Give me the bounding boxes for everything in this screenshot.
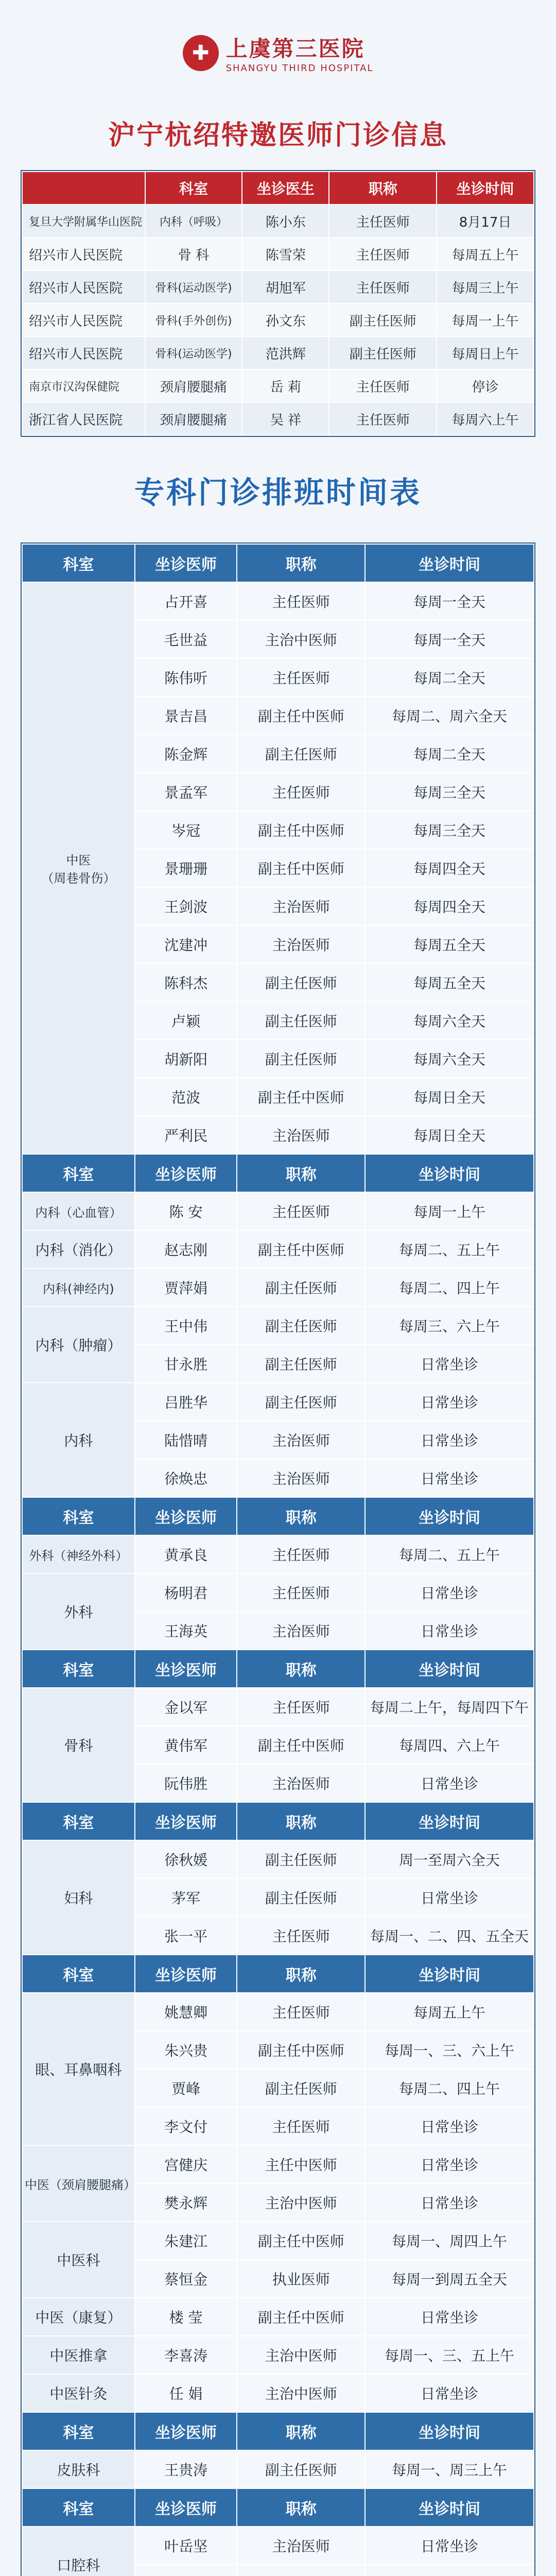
schedule-cell: 每周一、周三上午	[365, 2450, 534, 2488]
schedule-header-row	[22, 2488, 534, 2527]
schedule-cell: 日常坐诊	[365, 1612, 534, 1650]
schedule-cell: 主治中医师	[237, 2336, 365, 2374]
schedule-cell: 每周二、五上午	[365, 1230, 534, 1268]
schedule-cell: 每周五全天	[365, 925, 534, 963]
schedule-cell: 每周一、周四上午	[365, 2222, 534, 2260]
schedule-header-cell: 职称	[237, 1955, 365, 1993]
schedule-row	[22, 1383, 534, 1421]
schedule-table-card	[21, 543, 535, 2576]
schedule-cell: 主任医师	[237, 773, 365, 811]
schedule-cell: 主任医师	[237, 1535, 365, 1573]
schedule-cell: 每周一到周五全天	[365, 2260, 534, 2298]
special-cell: 绍兴市人民医院	[22, 336, 145, 369]
special-row	[22, 205, 534, 238]
schedule-cell: 吕胜华	[135, 1383, 237, 1421]
schedule-cell: 张一平	[135, 1917, 237, 1955]
schedule-cell: 副主任中医师	[237, 2298, 365, 2336]
schedule-cell: 日常坐诊	[365, 2145, 534, 2183]
schedule-cell: 姚慧卿	[135, 1993, 237, 2031]
schedule-cell: 日常坐诊	[365, 2374, 534, 2412]
schedule-cell: 黄伟军	[135, 1726, 237, 1764]
schedule-dept-cell: 中医针灸	[22, 2374, 135, 2412]
special-doctors-title: 沪宁杭绍特邀医师门诊信息	[108, 120, 448, 151]
schedule-header-cell: 坐诊医师	[135, 544, 237, 582]
schedule-cell: 日常坐诊	[365, 1459, 534, 1497]
schedule-header-row	[22, 1650, 534, 1688]
schedule-cell: 每周日全天	[365, 1116, 534, 1154]
special-cell: 绍兴市人民医院	[22, 238, 145, 270]
schedule-dept-cell: 中医科	[22, 2222, 135, 2298]
schedule-cell: 主治医师	[237, 1459, 365, 1497]
schedule-row	[22, 2222, 534, 2260]
special-cell: 每周五上午	[437, 238, 534, 270]
special-row	[22, 336, 534, 369]
schedule-dept-cell: 内科(神经内)	[22, 1268, 135, 1307]
schedule-header-row	[22, 1802, 534, 1840]
schedule-cell: 每周一、三、六上午	[365, 2031, 534, 2069]
schedule-cell: 毛世益	[135, 620, 237, 658]
schedule-cell: 副主任医师	[237, 1383, 365, 1421]
schedule-cell: 每周一、三、五上午	[365, 2336, 534, 2374]
schedule-header-cell: 职称	[237, 1650, 365, 1688]
schedule-cell: 杨明君	[135, 1573, 237, 1612]
schedule-header-cell: 职称	[237, 1802, 365, 1840]
special-header-cell: 坐诊时间	[437, 172, 534, 205]
schedule-cell: 卢颖	[135, 1002, 237, 1040]
schedule-cell: 每周三、六上午	[365, 1307, 534, 1345]
special-cell: 主任医师	[329, 402, 437, 435]
special-row	[22, 303, 534, 336]
schedule-cell: 日常坐诊	[365, 1573, 534, 1612]
schedule-cell: 副主任医师	[237, 1268, 365, 1307]
hospital-header	[0, 0, 556, 95]
schedule-header-cell: 科室	[22, 2412, 135, 2450]
schedule-cell: 每周一全天	[365, 620, 534, 658]
schedule-header-cell: 职称	[237, 1497, 365, 1535]
schedule-cell: 副主任中医师	[237, 1726, 365, 1764]
schedule-cell: 主治中医师	[237, 2183, 365, 2222]
schedule-cell: 陈科杰	[135, 963, 237, 1002]
schedule-cell: 副主任医师	[237, 1878, 365, 1917]
schedule-cell: 朱建江	[135, 2222, 237, 2260]
schedule-cell: 徐焕忠	[135, 1459, 237, 1497]
schedule-header-cell: 坐诊时间	[365, 1802, 534, 1840]
schedule-cell: 每周日全天	[365, 1078, 534, 1116]
schedule-cell: 王海英	[135, 1612, 237, 1650]
schedule-cell: 黄承良	[135, 1535, 237, 1573]
schedule-header-cell: 职称	[237, 544, 365, 582]
schedule-cell: 主治中医师	[237, 2374, 365, 2412]
schedule-cell: 每周一上午	[365, 1192, 534, 1230]
schedule-cell: 胡新阳	[135, 1040, 237, 1078]
schedule-row	[22, 2374, 534, 2412]
schedule-cell: 景孟军	[135, 773, 237, 811]
schedule-dept-cell: 中医（康复）	[22, 2298, 135, 2336]
schedule-cell: 副主任医师	[237, 1345, 365, 1383]
schedule-cell: 严利民	[135, 1116, 237, 1154]
schedule-header-cell: 坐诊时间	[365, 2488, 534, 2527]
schedule-cell: 副主任中医师	[237, 1230, 365, 1268]
schedule-cell: 陈 安	[135, 1192, 237, 1230]
schedule-cell: 副主任医师	[237, 1002, 365, 1040]
special-cell: 内科（呼吸）	[145, 205, 242, 238]
schedule-table	[22, 544, 534, 2576]
schedule-cell: 阮伟胜	[135, 1764, 237, 1802]
schedule-cell: 执业医师	[237, 2260, 365, 2298]
schedule-header-cell: 坐诊时间	[365, 2412, 534, 2450]
special-header-cell: 科室	[145, 172, 242, 205]
special-header-cell: 职称	[329, 172, 437, 205]
schedule-cell: 李文付	[135, 2107, 237, 2145]
schedule-cell: 陈伟听	[135, 658, 237, 697]
schedule-cell: 每周六全天	[365, 1040, 534, 1078]
special-cell: 陈雪荣	[242, 238, 329, 270]
schedule-cell: 贾萍娟	[135, 1268, 237, 1307]
schedule-cell: 副主任中医师	[237, 2031, 365, 2069]
special-row	[22, 238, 534, 270]
special-cell: 副主任医师	[329, 336, 437, 369]
special-cell: 每周六上午	[437, 402, 534, 435]
special-cell: 陈小东	[242, 205, 329, 238]
schedule-cell: 副主任医师	[237, 1840, 365, 1878]
schedule-header-cell: 坐诊医师	[135, 1154, 237, 1192]
schedule-cell: 主任医师	[237, 1573, 365, 1612]
schedule-cell: 叶岳坚	[135, 2527, 237, 2565]
schedule-header-cell: 坐诊医师	[135, 1955, 237, 1993]
schedule-dept-cell: 中医（颈肩腰腿痛）	[22, 2145, 135, 2222]
schedule-cell: 副主任中医师	[237, 2222, 365, 2260]
schedule-header-cell: 坐诊医师	[135, 2412, 237, 2450]
schedule-cell: 日常坐诊	[365, 1764, 534, 1802]
schedule-cell: 主任医师	[237, 582, 365, 620]
special-cell: 孙文东	[242, 303, 329, 336]
schedule-cell: 每周二上午，每周四下午	[365, 1688, 534, 1726]
schedule-cell: 主任医师	[237, 2107, 365, 2145]
schedule-header-cell: 科室	[22, 1802, 135, 1840]
schedule-cell: 每周五全天	[365, 963, 534, 1002]
schedule-row	[22, 1688, 534, 1726]
schedule-cell: 朱兴贵	[135, 2031, 237, 2069]
special-header-cell	[22, 172, 145, 205]
schedule-cell: 副主任中医师	[237, 1078, 365, 1116]
special-cell: 颈肩腰腿痛	[145, 369, 242, 402]
schedule-cell: 每周五上午	[365, 1993, 534, 2031]
schedule-row	[22, 2298, 534, 2336]
schedule-cell: 主治医师	[237, 1612, 365, 1650]
schedule-header-cell: 坐诊时间	[365, 1497, 534, 1535]
schedule-cell: 景珊珊	[135, 849, 237, 887]
schedule-header-cell: 科室	[22, 2488, 135, 2527]
schedule-cell: 每周四全天	[365, 849, 534, 887]
schedule-cell: 主任医师	[237, 1688, 365, 1726]
schedule-dept-cell: 内科（肿瘤）	[22, 1307, 135, 1383]
schedule-cell: 景吉昌	[135, 697, 237, 735]
schedule-cell: 王中伟	[135, 1307, 237, 1345]
hospital-logo-icon: ✚	[183, 35, 219, 71]
hospital-name-en: SHANGYU THIRD HOSPITAL	[225, 63, 374, 74]
schedule-cell: 范波	[135, 1078, 237, 1116]
special-cell: 复旦大学附属华山医院	[22, 205, 145, 238]
special-cell: 主任医师	[329, 205, 437, 238]
special-cell: 副主任医师	[329, 303, 437, 336]
schedule-row	[22, 2336, 534, 2374]
schedule-header-row	[22, 1955, 534, 1993]
schedule-header-cell: 坐诊时间	[365, 1955, 534, 1993]
special-header-cell: 坐诊医生	[242, 172, 329, 205]
schedule-cell: 岑冠	[135, 811, 237, 849]
schedule-cell: 每周四全天	[365, 887, 534, 925]
schedule-dept-cell: 口腔科	[22, 2527, 135, 2576]
special-cell: 浙江省人民医院	[22, 402, 145, 435]
schedule-header-cell: 职称	[237, 1154, 365, 1192]
schedule-cell: 日常坐诊	[365, 1345, 534, 1383]
special-cell: 每周三上午	[437, 270, 534, 303]
schedule-row	[22, 2527, 534, 2565]
schedule-title: 专科门诊排班时间表	[134, 474, 422, 510]
special-doctors-table-card	[21, 170, 535, 437]
schedule-cell: 陆惜晴	[135, 1421, 237, 1459]
special-cell: 骨 科	[145, 238, 242, 270]
schedule-cell: 主治中医师	[237, 620, 365, 658]
special-cell: 南京市汉沟保健院	[22, 369, 145, 402]
schedule-cell	[237, 2565, 365, 2576]
special-cell: 绍兴市人民医院	[22, 303, 145, 336]
special-cell: 岳 莉	[242, 369, 329, 402]
schedule-header-row	[22, 2412, 534, 2450]
schedule-cell: 每周一全天	[365, 582, 534, 620]
special-cell: 主任医师	[329, 270, 437, 303]
schedule-cell: 甘永胜	[135, 1345, 237, 1383]
schedule-cell	[135, 2565, 237, 2576]
special-cell: 范洪辉	[242, 336, 329, 369]
special-cell: 骨科(运动医学)	[145, 336, 242, 369]
schedule-header-cell: 坐诊时间	[365, 1154, 534, 1192]
schedule-header-cell: 职称	[237, 2412, 365, 2450]
schedule-cell: 日常坐诊	[365, 2183, 534, 2222]
schedule-cell: 主治医师	[237, 2527, 365, 2565]
schedule-header-cell: 职称	[237, 2488, 365, 2527]
schedule-header-cell: 坐诊时间	[365, 1650, 534, 1688]
schedule-cell: 任 娟	[135, 2374, 237, 2412]
special-row	[22, 270, 534, 303]
schedule-row	[22, 2450, 534, 2488]
schedule-cell: 陈金辉	[135, 735, 237, 773]
schedule-cell: 每周二、五上午	[365, 1535, 534, 1573]
schedule-cell: 主任医师	[237, 1917, 365, 1955]
schedule-cell: 每周三全天	[365, 773, 534, 811]
schedule-cell: 蔡恒金	[135, 2260, 237, 2298]
schedule-cell: 主任医师	[237, 1192, 365, 1230]
schedule-cell: 副主任医师	[237, 963, 365, 1002]
schedule-row	[22, 1268, 534, 1307]
special-cell: 绍兴市人民医院	[22, 270, 145, 303]
special-cell: 每周一上午	[437, 303, 534, 336]
schedule-cell: 楼 莹	[135, 2298, 237, 2336]
schedule-cell: 赵志刚	[135, 1230, 237, 1268]
schedule-row	[22, 1993, 534, 2031]
schedule-cell: 副主任医师	[237, 2069, 365, 2107]
schedule-row	[22, 1192, 534, 1230]
special-cell: 骨科(手外创伤)	[145, 303, 242, 336]
special-doctors-table	[22, 171, 534, 436]
special-cell: 骨科(运动医学)	[145, 270, 242, 303]
schedule-header-cell: 坐诊医师	[135, 2488, 237, 2527]
schedule-row	[22, 582, 534, 620]
schedule-cell: 每周二、四上午	[365, 2069, 534, 2107]
schedule-cell: 每周二全天	[365, 658, 534, 697]
schedule-cell: 主任医师	[237, 658, 365, 697]
schedule-cell: 主任医师	[237, 1993, 365, 2031]
schedule-dept-cell: 外科（神经外科）	[22, 1535, 135, 1573]
schedule-dept-cell: 妇科	[22, 1840, 135, 1955]
schedule-cell: 日常坐诊	[365, 1421, 534, 1459]
schedule-cell: 副主任中医师	[237, 811, 365, 849]
schedule-cell: 日常坐诊	[365, 1878, 534, 1917]
hospital-name	[226, 32, 374, 74]
special-cell: 主任医师	[329, 369, 437, 402]
schedule-cell: 沈建冲	[135, 925, 237, 963]
schedule-header-cell: 科室	[22, 544, 135, 582]
schedule-header-row	[22, 544, 534, 582]
schedule-cell: 贾峰	[135, 2069, 237, 2107]
schedule-cell: 每周三全天	[365, 811, 534, 849]
schedule-dept-cell: 内科	[22, 1383, 135, 1497]
schedule-header-cell: 科室	[22, 1497, 135, 1535]
schedule-cell: 日常坐诊	[365, 2107, 534, 2145]
schedule-cell	[365, 2565, 534, 2576]
special-row	[22, 369, 534, 402]
schedule-cell: 金以军	[135, 1688, 237, 1726]
schedule-cell: 主治医师	[237, 1116, 365, 1154]
schedule-row	[22, 1307, 534, 1345]
schedule-row	[22, 1535, 534, 1573]
schedule-cell: 主治医师	[237, 925, 365, 963]
schedule-header-cell: 坐诊医师	[135, 1650, 237, 1688]
schedule-cell: 周一至周六全天	[365, 1840, 534, 1878]
schedule-cell: 副主任医师	[237, 735, 365, 773]
schedule-header-row	[22, 1154, 534, 1192]
schedule-cell: 每周四、六上午	[365, 1726, 534, 1764]
schedule-cell: 每周六全天	[365, 1002, 534, 1040]
schedule-header-cell: 科室	[22, 1650, 135, 1688]
schedule-cell: 副主任中医师	[237, 849, 365, 887]
schedule-header-cell: 科室	[22, 1955, 135, 1993]
schedule-cell: 徐秋媛	[135, 1840, 237, 1878]
schedule-cell: 宫健庆	[135, 2145, 237, 2183]
schedule-dept-cell: 骨科	[22, 1688, 135, 1802]
hospital-name-cn: 上虞第三医院	[225, 36, 365, 61]
schedule-dept-cell: 中医推拿	[22, 2336, 135, 2374]
schedule-cell: 日常坐诊	[365, 1383, 534, 1421]
schedule-cell: 茅军	[135, 1878, 237, 1917]
schedule-dept-cell: 内科（心血管）	[22, 1192, 135, 1230]
schedule-cell: 日常坐诊	[365, 2527, 534, 2565]
schedule-header-cell: 坐诊时间	[365, 544, 534, 582]
special-cell: 8月17日	[437, 205, 534, 238]
schedule-cell: 每周二全天	[365, 735, 534, 773]
special-cell: 主任医师	[329, 238, 437, 270]
special-cell: 停诊	[437, 369, 534, 402]
schedule-cell: 副主任医师	[237, 1307, 365, 1345]
schedule-cell: 主任中医师	[237, 2145, 365, 2183]
schedule-row	[22, 1840, 534, 1878]
schedule-dept-cell: 外科	[22, 1573, 135, 1650]
schedule-header-cell: 坐诊医师	[135, 1802, 237, 1840]
schedule-row	[22, 1573, 534, 1612]
schedule-cell: 主治医师	[237, 887, 365, 925]
schedule-header-row	[22, 1497, 534, 1535]
special-cell: 胡旭军	[242, 270, 329, 303]
schedule-row	[22, 1230, 534, 1268]
schedule-dept-cell: 皮肤科	[22, 2450, 135, 2488]
schedule-cell: 副主任医师	[237, 1040, 365, 1078]
schedule-cell: 每周二、四上午	[365, 1268, 534, 1307]
schedule-cell: 樊永辉	[135, 2183, 237, 2222]
schedule-cell: 日常坐诊	[365, 2298, 534, 2336]
schedule-cell: 占开喜	[135, 582, 237, 620]
schedule-cell: 主治医师	[237, 1421, 365, 1459]
special-cell: 吴 祥	[242, 402, 329, 435]
schedule-dept-cell: 内科（消化）	[22, 1230, 135, 1268]
special-row	[22, 402, 534, 435]
schedule-cell: 主治医师	[237, 1764, 365, 1802]
special-cell: 每周日上午	[437, 336, 534, 369]
special-cell: 颈肩腰腿痛	[145, 402, 242, 435]
schedule-dept-cell: 眼、耳鼻咽科	[22, 1993, 135, 2145]
schedule-header-cell: 科室	[22, 1154, 135, 1192]
schedule-dept-cell: 中医 （周巷骨伤）	[22, 582, 135, 1154]
schedule-cell: 每周一、二、四、五全天	[365, 1917, 534, 1955]
schedule-cell: 王剑波	[135, 887, 237, 925]
schedule-row	[22, 2145, 534, 2183]
schedule-cell: 王贵涛	[135, 2450, 237, 2488]
schedule-cell: 副主任医师	[237, 2450, 365, 2488]
schedule-cell: 每周二、周六全天	[365, 697, 534, 735]
schedule-cell: 副主任中医师	[237, 697, 365, 735]
schedule-header-cell: 坐诊医师	[135, 1497, 237, 1535]
schedule-cell: 李喜涛	[135, 2336, 237, 2374]
